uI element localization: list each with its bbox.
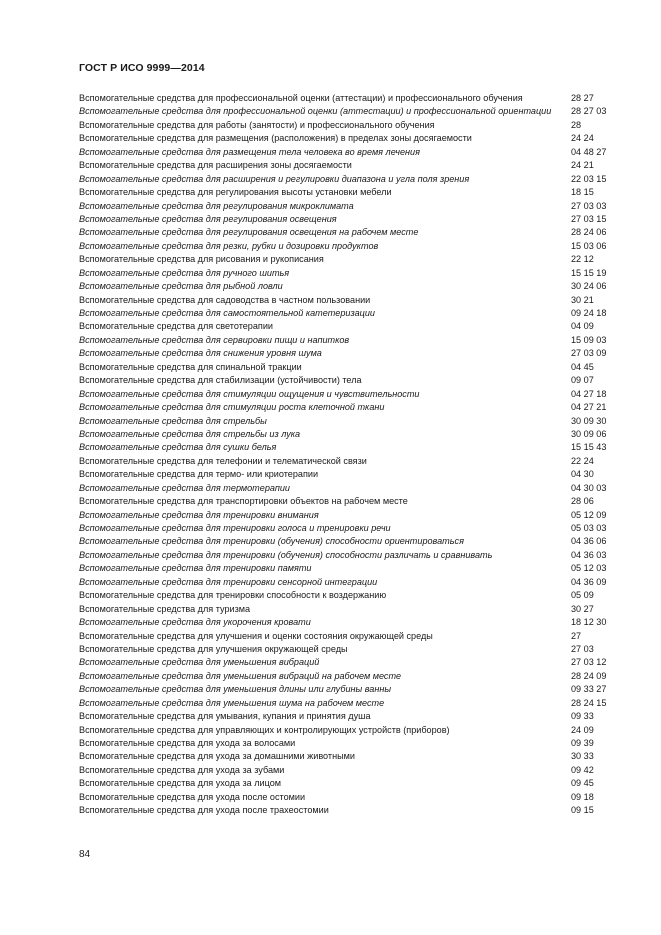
entry-term: Вспомогательные средства для расширения зоны досягаемости bbox=[79, 160, 352, 171]
entry-term: Вспомогательные средства для уменьшения длины или глубины ванны bbox=[79, 684, 392, 695]
index-entry bbox=[79, 523, 635, 535]
index-entries-list bbox=[79, 93, 635, 819]
entry-code: 27 03 12 bbox=[571, 657, 607, 668]
entry-term: Вспомогательные средства для размещения (расположения) в пределах зоны досягаемости bbox=[79, 133, 472, 144]
entry-code: 24 09 bbox=[571, 724, 594, 735]
entry-term: Вспомогательные средства для стрельбы bbox=[79, 415, 267, 426]
index-entry bbox=[79, 174, 635, 186]
entry-code: 18 15 bbox=[571, 187, 594, 198]
entry-term: Вспомогательные средства для регулирования микроклимата bbox=[79, 200, 354, 211]
entry-code: 28 bbox=[571, 119, 582, 130]
entry-code: 27 03 03 bbox=[571, 200, 607, 211]
entry-term: Вспомогательные средства для профессиональной оценки (аттестации) и профессиональной ориентации bbox=[79, 106, 552, 117]
entry-term: Вспомогательные средства для ухода за домашними животными bbox=[79, 751, 355, 762]
index-entry bbox=[79, 375, 635, 387]
entry-code: 24 24 bbox=[571, 133, 594, 144]
entry-term: Вспомогательные средства для умывания, купания и принятия душа bbox=[79, 711, 371, 722]
entry-term: Вспомогательные средства для рыбной ловли bbox=[79, 281, 283, 292]
index-entry bbox=[79, 268, 635, 280]
entry-term: Вспомогательные средства для тренировки памяти bbox=[79, 563, 312, 574]
entry-code: 05 12 09 bbox=[571, 509, 607, 520]
index-entry bbox=[79, 362, 635, 374]
document-header: ГОСТ Р ИСО 9999—2014 bbox=[79, 62, 205, 74]
entry-code: 18 12 30 bbox=[571, 617, 607, 628]
entry-term: Вспомогательные средства для улучшения и оценки состояния окружающей среды bbox=[79, 630, 433, 641]
entry-code: 04 36 06 bbox=[571, 536, 607, 547]
entry-term: Вспомогательные средства для уменьшения вибраций на рабочем месте bbox=[79, 670, 402, 681]
entry-term: Вспомогательные средства для спинальной тракции bbox=[79, 361, 302, 372]
index-entry bbox=[79, 805, 635, 817]
index-entry bbox=[79, 456, 635, 468]
entry-code: 28 06 bbox=[571, 496, 594, 507]
entry-code: 04 27 21 bbox=[571, 402, 607, 413]
entry-code: 04 30 03 bbox=[571, 482, 607, 493]
entry-term: Вспомогательные средства для садоводства в частном пользовании bbox=[79, 294, 371, 305]
index-entry bbox=[79, 711, 635, 723]
entry-code: 09 39 bbox=[571, 738, 594, 748]
index-entry bbox=[79, 765, 635, 777]
index-entry bbox=[79, 671, 635, 683]
entry-code: 30 33 bbox=[571, 751, 594, 762]
entry-term: Вспомогательные средства для ухода после трахеостомии bbox=[79, 805, 329, 816]
entry-term: Вспомогательные средства для рисования и рукописания bbox=[79, 254, 324, 265]
index-entry bbox=[79, 738, 635, 750]
index-entry bbox=[79, 133, 635, 145]
index-entry bbox=[79, 442, 635, 454]
entry-code: 30 09 30 bbox=[571, 415, 607, 426]
entry-code: 28 24 06 bbox=[571, 227, 607, 238]
entry-term: Вспомогательные средства для ухода за зубами bbox=[79, 764, 285, 775]
entry-code: 09 07 bbox=[571, 375, 594, 386]
entry-code: 04 27 18 bbox=[571, 388, 607, 399]
entry-code: 05 09 bbox=[571, 590, 594, 601]
entry-term: Вспомогательные средства для тренировки голоса и тренировки речи bbox=[79, 523, 391, 533]
index-entry bbox=[79, 644, 635, 656]
index-entry bbox=[79, 335, 635, 347]
entry-code: 27 03 09 bbox=[571, 348, 607, 359]
entry-code: 22 12 bbox=[571, 254, 594, 265]
index-entry bbox=[79, 160, 635, 172]
entry-term: Вспомогательные средства для транспортировки объектов на рабочем месте bbox=[79, 496, 408, 507]
index-entry bbox=[79, 308, 635, 320]
entry-code: 09 15 bbox=[571, 805, 594, 816]
entry-term: Вспомогательные средства для стабилизации (устойчивости) тела bbox=[79, 375, 362, 386]
index-entry bbox=[79, 321, 635, 333]
entry-term: Вспомогательные средства для термотерапии bbox=[79, 482, 290, 493]
entry-code: 09 33 bbox=[571, 711, 594, 722]
entry-term: Вспомогательные средства для сервировки пищи и напитков bbox=[79, 334, 350, 345]
entry-term: Вспомогательные средства для профессиональной оценки (аттестации) и профессионального обучения bbox=[79, 93, 523, 103]
index-entry bbox=[79, 604, 635, 616]
entry-term: Вспомогательные средства для уменьшения шума на рабочем месте bbox=[79, 697, 385, 708]
index-entry bbox=[79, 429, 635, 441]
index-entry bbox=[79, 281, 635, 293]
index-entry bbox=[79, 577, 635, 589]
entry-term: Вспомогательные средства для улучшения окружающей среды bbox=[79, 643, 348, 654]
index-entry bbox=[79, 590, 635, 602]
entry-code: 09 24 18 bbox=[571, 308, 607, 318]
entry-code: 27 03 15 bbox=[571, 213, 607, 224]
entry-code: 28 24 09 bbox=[571, 670, 607, 681]
entry-term: Вспомогательные средства для уменьшения вибраций bbox=[79, 657, 320, 668]
index-entry bbox=[79, 389, 635, 401]
entry-code: 15 15 19 bbox=[571, 267, 607, 278]
entry-term: Вспомогательные средства для тренировки (обучения) способности ориентироваться bbox=[79, 536, 464, 547]
entry-term: Вспомогательные средства для тренировки сенсорной интеграции bbox=[79, 576, 378, 587]
index-entry bbox=[79, 147, 635, 159]
index-entry bbox=[79, 93, 635, 105]
index-entry bbox=[79, 496, 635, 508]
index-entry bbox=[79, 510, 635, 522]
entry-code: 28 27 bbox=[571, 93, 594, 103]
entry-term: Вспомогательные средства для сушки белья bbox=[79, 442, 277, 453]
entry-term: Вспомогательные средства для расширения и регулировки диапазона и угла поля зрения bbox=[79, 173, 470, 184]
entry-code: 15 09 03 bbox=[571, 334, 607, 345]
entry-code: 05 12 03 bbox=[571, 563, 607, 574]
entry-code: 30 09 06 bbox=[571, 428, 607, 439]
entry-term: Вспомогательные средства для работы (занятости) и профессионального обучения bbox=[79, 119, 435, 130]
entry-code: 04 09 bbox=[571, 321, 594, 332]
entry-code: 04 36 03 bbox=[571, 549, 607, 560]
entry-term: Вспомогательные средства для снижения уровня шума bbox=[79, 348, 322, 359]
entry-code: 28 27 03 bbox=[571, 106, 607, 117]
index-entry bbox=[79, 469, 635, 481]
entry-code: 15 15 43 bbox=[571, 442, 607, 453]
index-entry bbox=[79, 295, 635, 307]
entry-term: Вспомогательные средства для ухода за лицом bbox=[79, 778, 282, 789]
entry-term: Вспомогательные средства для самостоятельной катетеризации bbox=[79, 308, 375, 318]
index-entry bbox=[79, 792, 635, 804]
index-entry bbox=[79, 563, 635, 575]
entry-term: Вспомогательные средства для регулирования высоты установки мебели bbox=[79, 187, 392, 198]
page-number: 84 bbox=[79, 849, 91, 860]
entry-term: Вспомогательные средства для резки, рубки и дозировки продуктов bbox=[79, 240, 379, 251]
index-entry bbox=[79, 617, 635, 629]
entry-code: 30 27 bbox=[571, 603, 594, 614]
entry-code: 04 45 bbox=[571, 361, 594, 372]
index-entry bbox=[79, 241, 635, 253]
index-entry bbox=[79, 631, 635, 643]
entry-term: Вспомогательные средства для размещения тела человека во время лечения bbox=[79, 146, 420, 157]
entry-term: Вспомогательные средства для светотерапии bbox=[79, 321, 274, 332]
index-entry bbox=[79, 483, 635, 495]
entry-code: 04 30 bbox=[571, 469, 594, 480]
index-entry bbox=[79, 348, 635, 360]
entry-term: Вспомогательные средства для тренировки (обучения) способности различать и сравнивать bbox=[79, 549, 493, 560]
entry-term: Вспомогательные средства для стрельбы из лука bbox=[79, 428, 301, 439]
index-entry bbox=[79, 120, 635, 132]
entry-term: Вспомогательные средства для телефонии и телематической связи bbox=[79, 455, 367, 466]
index-entry bbox=[79, 416, 635, 428]
entry-term: Вспомогательные средства для тренировки способности к воздержанию bbox=[79, 590, 387, 601]
entry-term: Вспомогательные средства для регулирования освещения bbox=[79, 213, 337, 224]
index-entry bbox=[79, 684, 635, 696]
entry-code: 04 48 27 bbox=[571, 146, 607, 157]
entry-code: 09 45 bbox=[571, 778, 594, 789]
entry-term: Вспомогательные средства для регулирования освещения на рабочем месте bbox=[79, 227, 419, 238]
entry-code: 15 03 06 bbox=[571, 240, 607, 251]
index-entry bbox=[79, 725, 635, 737]
entry-code: 27 03 bbox=[571, 643, 594, 654]
index-entry bbox=[79, 106, 635, 118]
entry-term: Вспомогательные средства для ухода после остомии bbox=[79, 791, 306, 802]
index-entry bbox=[79, 778, 635, 790]
entry-code: 24 21 bbox=[571, 160, 594, 171]
entry-code: 27 bbox=[571, 630, 582, 641]
index-entry bbox=[79, 254, 635, 266]
entry-term: Вспомогательные средства для управляющих и контролирующих устройств (приборов) bbox=[79, 724, 450, 735]
index-entry bbox=[79, 187, 635, 199]
entry-term: Вспомогательные средства для ухода за волосами bbox=[79, 738, 296, 748]
entry-code: 30 24 06 bbox=[571, 281, 607, 292]
entry-code: 09 33 27 bbox=[571, 684, 607, 695]
entry-code: 30 21 bbox=[571, 294, 594, 305]
index-entry bbox=[79, 657, 635, 669]
entry-term: Вспомогательные средства для укорочения кровати bbox=[79, 617, 311, 628]
entry-code: 05 03 03 bbox=[571, 523, 607, 533]
index-entry bbox=[79, 201, 635, 213]
index-entry bbox=[79, 536, 635, 548]
entry-code: 09 42 bbox=[571, 764, 594, 775]
entry-code: 04 36 09 bbox=[571, 576, 607, 587]
index-entry bbox=[79, 227, 635, 239]
entry-code: 09 18 bbox=[571, 791, 594, 802]
entry-term: Вспомогательные средства для стимуляции роста клеточной ткани bbox=[79, 402, 385, 413]
entry-code: 22 03 15 bbox=[571, 173, 607, 184]
index-entry bbox=[79, 214, 635, 226]
index-entry bbox=[79, 550, 635, 562]
index-entry bbox=[79, 698, 635, 710]
entry-code: 22 24 bbox=[571, 455, 594, 466]
entry-term: Вспомогательные средства для тренировки внимания bbox=[79, 509, 319, 520]
entry-code: 28 24 15 bbox=[571, 697, 607, 708]
entry-term: Вспомогательные средства для ручного шитья bbox=[79, 267, 290, 278]
index-entry bbox=[79, 402, 635, 414]
entry-term: Вспомогательные средства для термо- или криотерапии bbox=[79, 469, 319, 480]
index-entry bbox=[79, 751, 635, 763]
entry-term: Вспомогательные средства для туризма bbox=[79, 603, 251, 614]
entry-term: Вспомогательные средства для стимуляции ощущения и чувствительности bbox=[79, 388, 420, 399]
